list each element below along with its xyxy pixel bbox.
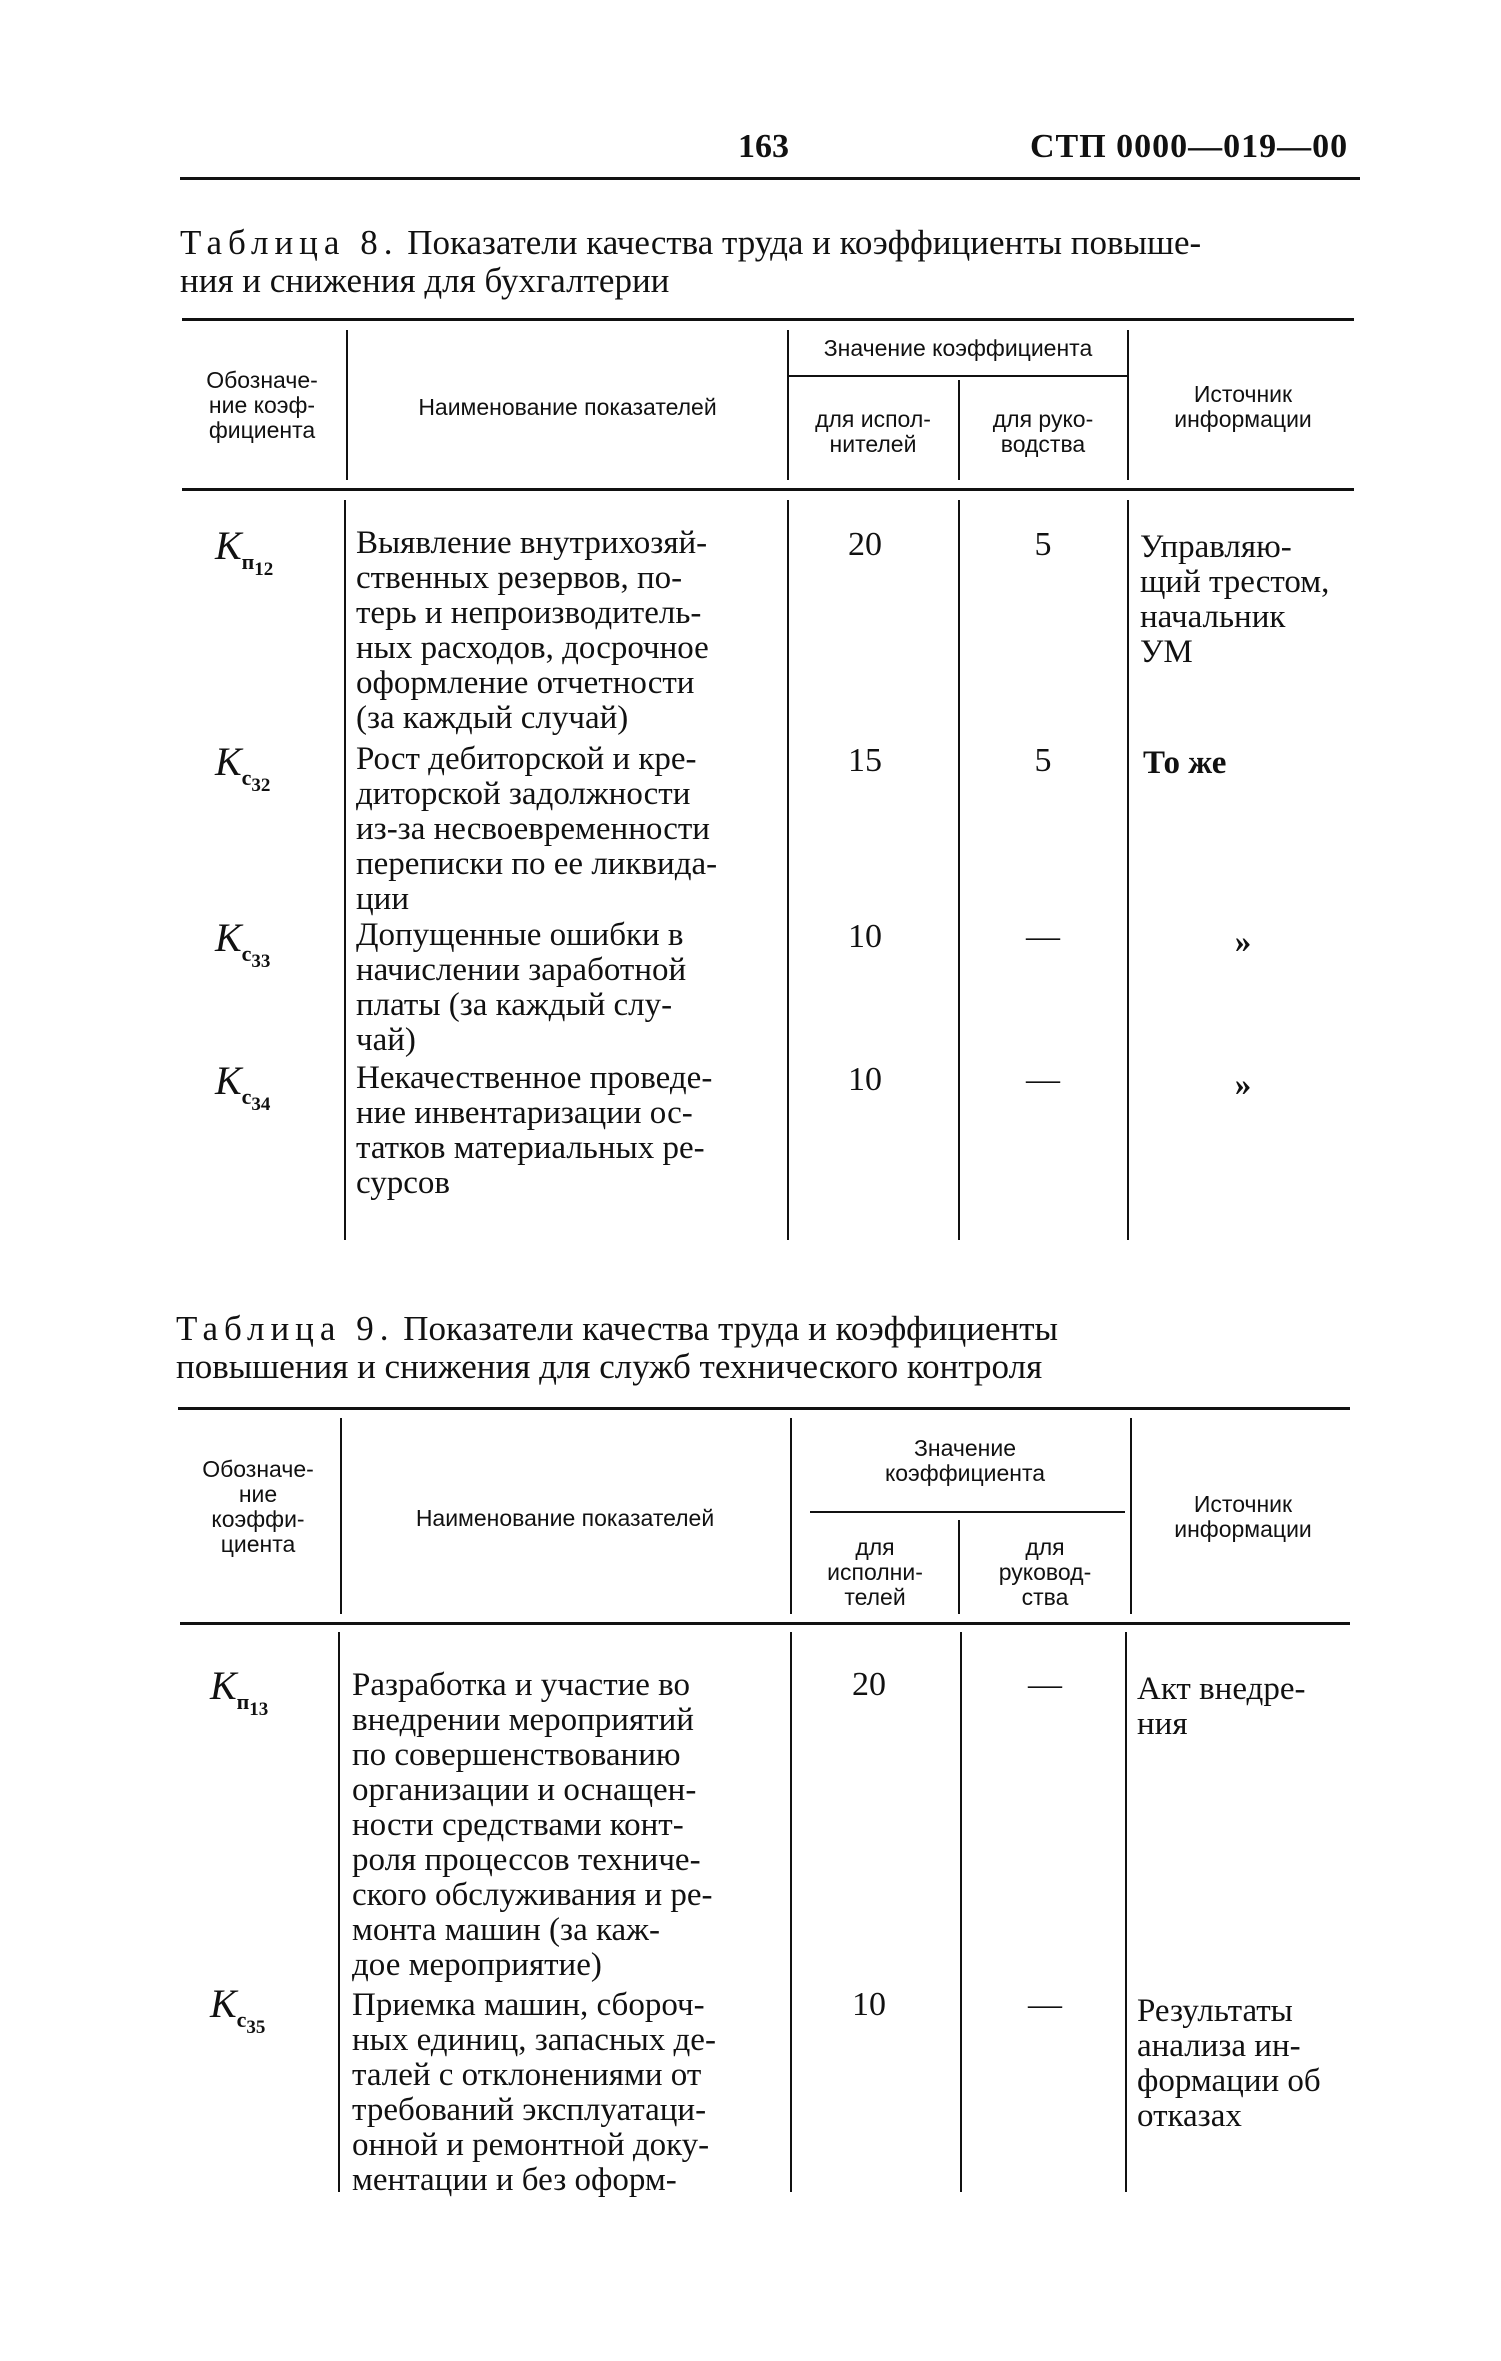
header-line: ние xyxy=(238,1481,278,1507)
desc-line: татков материальных ре- xyxy=(356,1130,705,1166)
table9-row2-description xyxy=(352,1988,784,2198)
table8-row4-description xyxy=(356,1061,784,1201)
table8-row4-code xyxy=(215,1057,270,1116)
code-subsub: 35 xyxy=(246,2017,266,2038)
header-line: информации xyxy=(1174,1516,1312,1542)
table8-row3-code xyxy=(215,914,270,973)
source-line: формации об xyxy=(1137,2063,1321,2099)
table9-row1-mgmt: — xyxy=(1028,1666,1062,1703)
table8-row4-source xyxy=(1130,1068,1356,1103)
desc-line: талей с отклонениями от xyxy=(352,2057,702,2093)
source-line: ния xyxy=(1137,1706,1188,1742)
table9-header-rule xyxy=(180,1622,1350,1625)
desc-line: дое мероприятие) xyxy=(352,1947,602,1983)
header-line: Источник xyxy=(1193,1491,1293,1517)
desc-line: ского обслуживания и ре- xyxy=(352,1877,713,1913)
table9-row2-exec: 10 xyxy=(852,1986,886,2023)
table8-divider xyxy=(344,500,346,1240)
code-subsub: 12 xyxy=(254,559,274,580)
source-line: щий трестом, xyxy=(1140,564,1330,600)
table8-row4-mgmt: — xyxy=(1026,1061,1060,1098)
table8-divider xyxy=(1127,330,1129,480)
page-number: 163 xyxy=(738,128,789,165)
header-line: телей xyxy=(844,1584,906,1610)
desc-line: Приемка машин, сбороч- xyxy=(352,1987,705,2023)
desc-line: организации и оснащен- xyxy=(352,1772,697,1808)
desc-line: терь и непроизводитель- xyxy=(356,595,702,631)
table9-caption-label: Таблица 9. xyxy=(176,1309,395,1348)
table9-divider xyxy=(790,1632,792,2192)
source-line: Результаты xyxy=(1137,1993,1293,2029)
header-line: ства xyxy=(1021,1584,1069,1610)
desc-line: переписки по ее ликвида- xyxy=(356,846,718,882)
source-line: » xyxy=(1234,1067,1252,1103)
table8-row3-description xyxy=(356,918,784,1058)
table8-divider xyxy=(1127,500,1129,1240)
table8-divider xyxy=(346,330,348,480)
table9-col-source xyxy=(1132,1492,1354,1542)
table9-divider xyxy=(340,1418,342,1614)
table9-col-value xyxy=(800,1436,1130,1486)
source-line: отказах xyxy=(1137,2098,1242,2134)
table9-row1-source xyxy=(1137,1672,1353,1742)
table9-row1-code xyxy=(210,1662,268,1721)
code-subsub: 32 xyxy=(251,775,271,796)
table9-divider xyxy=(958,1520,960,1614)
header-line: исполни- xyxy=(827,1559,923,1585)
code-letter: К xyxy=(210,1981,237,2026)
header-line: для испол- xyxy=(815,406,931,432)
table9-col-exec xyxy=(794,1535,956,1610)
table9-divider xyxy=(960,1632,962,2192)
table8-caption xyxy=(180,224,1360,300)
desc-line: Некачественное проведе- xyxy=(356,1060,713,1096)
table9-value-rule xyxy=(810,1511,1125,1513)
table8-row1-mgmt: 5 xyxy=(1034,526,1052,563)
code-letter: К xyxy=(215,1058,242,1103)
table9-caption xyxy=(176,1310,1356,1386)
table8-divider xyxy=(787,330,789,480)
desc-line: сурсов xyxy=(356,1165,450,1201)
table8-col-mgmt xyxy=(960,407,1126,457)
desc-line: ных расходов, досрочное xyxy=(356,630,709,666)
desc-line: ции xyxy=(356,881,409,917)
table9-col-name: Наименование показателей xyxy=(415,1505,715,1531)
table8-row4-exec: 10 xyxy=(848,1061,882,1098)
desc-line: по совершенствованию xyxy=(352,1737,681,1773)
header-rule xyxy=(180,177,1360,180)
table8-row2-exec: 15 xyxy=(848,742,882,779)
desc-line: начислении заработной xyxy=(356,952,687,988)
code-letter: К xyxy=(215,739,242,784)
header-line: руковод- xyxy=(998,1559,1092,1585)
table9-divider xyxy=(1125,1632,1127,2192)
table9-col-mgmt xyxy=(962,1535,1128,1610)
code-subsub: 34 xyxy=(251,1094,271,1115)
desc-line: Разработка и участие во xyxy=(352,1667,691,1703)
table8-row2-description xyxy=(356,742,784,917)
table8-top-rule xyxy=(182,318,1354,321)
header-line: коэффи- xyxy=(211,1506,305,1532)
header-line: коэффициента xyxy=(884,1460,1046,1486)
table8-row1-code xyxy=(215,522,273,581)
table8-row1-source xyxy=(1140,530,1355,670)
desc-line: оформление отчетности xyxy=(356,665,695,701)
code-letter: К xyxy=(210,1663,237,1708)
desc-line: чай) xyxy=(356,1022,416,1058)
source-line: УМ xyxy=(1140,634,1193,670)
code-sub: п xyxy=(241,549,255,574)
desc-line: Допущенные ошибки в xyxy=(356,917,684,953)
table8-row2-code xyxy=(215,738,270,797)
header-line: Обозначе- xyxy=(202,1456,314,1482)
header-line: для xyxy=(1025,1534,1065,1560)
table9-row2-code xyxy=(210,1980,265,2039)
source-line: Управляю- xyxy=(1140,529,1292,565)
header-line: для xyxy=(855,1534,895,1560)
header-line: фициента xyxy=(208,417,316,443)
table8-col-code xyxy=(182,368,342,443)
table8-row2-source xyxy=(1143,746,1353,781)
desc-line: диторской задолжности xyxy=(356,776,691,812)
desc-line: роля процессов техниче- xyxy=(352,1842,701,1878)
header-line: Обозначе- xyxy=(206,367,318,393)
table9-caption-text: Показатели качества труда и коэффициенты xyxy=(403,1309,1059,1348)
code-subsub: 33 xyxy=(251,951,271,972)
header-line: водства xyxy=(1000,431,1086,457)
table8-divider xyxy=(787,500,789,1240)
source-line: анализа ин- xyxy=(1137,2028,1301,2064)
table8-value-rule xyxy=(787,375,1127,377)
source-line: » xyxy=(1234,924,1252,960)
table8-row3-source xyxy=(1130,925,1356,960)
source-line: Акт внедре- xyxy=(1137,1671,1306,1707)
header-line: Значение xyxy=(914,1435,1016,1461)
table9-divider xyxy=(338,1632,340,2192)
code-sub: п xyxy=(236,1689,250,1714)
table9-col-code xyxy=(178,1457,338,1557)
table9-row1-exec: 20 xyxy=(852,1666,886,1703)
table8-divider xyxy=(958,500,960,1240)
header-line: циента xyxy=(220,1531,296,1557)
table8-col-name: Наименование показателей xyxy=(418,394,717,420)
desc-line: онной и ремонтной доку- xyxy=(352,2127,710,2163)
code-subsub: 13 xyxy=(249,1699,269,1720)
code-letter: К xyxy=(215,523,242,568)
header-line: Источник xyxy=(1193,381,1293,407)
table8-col-value: Значение коэффициента xyxy=(823,335,1093,361)
desc-line: ных единиц, запасных де- xyxy=(352,2022,716,2058)
desc-line: (за каждый случай) xyxy=(356,700,629,736)
desc-line: ственных резервов, по- xyxy=(356,560,683,596)
table8-caption-label: Таблица 8. xyxy=(180,223,399,262)
header-line: информации xyxy=(1174,406,1312,432)
source-line: начальник xyxy=(1140,599,1286,635)
document-code: СТП 0000—019—00 xyxy=(1030,128,1349,165)
desc-line: ние инвентаризации ос- xyxy=(356,1095,693,1131)
desc-line: требований эксплуатаци- xyxy=(352,2092,707,2128)
source-line: То же xyxy=(1143,745,1227,781)
desc-line: платы (за каждый слу- xyxy=(356,987,673,1023)
desc-line: Рост дебиторской и кре- xyxy=(356,741,697,777)
header-line: для руко- xyxy=(992,406,1094,432)
header-line: нителей xyxy=(829,431,917,457)
desc-line: из-за несвоевременности xyxy=(356,811,710,847)
table8-col-exec xyxy=(790,407,956,457)
table8-header-rule xyxy=(182,488,1354,491)
desc-line: ментации и без оформ- xyxy=(352,2162,677,2198)
table8-col-source xyxy=(1130,382,1356,432)
desc-line: Выявление внутрихозяй- xyxy=(356,525,708,561)
table8-caption-text: Показатели качества труда и коэффициенты повыше- xyxy=(407,223,1202,262)
code-sub: с xyxy=(236,2007,247,2032)
table8-row1-description xyxy=(356,526,784,736)
desc-line: ности средствами конт- xyxy=(352,1807,684,1843)
header-line: ние коэф- xyxy=(208,392,316,418)
table9-divider xyxy=(790,1418,792,1614)
table9-row2-source xyxy=(1137,1994,1353,2134)
code-letter: К xyxy=(215,915,242,960)
table8-caption-line2: ния и снижения для бухгалтерии xyxy=(180,261,670,300)
code-sub: с xyxy=(241,765,252,790)
table9-caption-line2: повышения и снижения для служб технического контроля xyxy=(176,1347,1043,1386)
desc-line: монта машин (за каж- xyxy=(352,1912,660,1948)
table9-row2-mgmt: — xyxy=(1028,1986,1062,2023)
desc-line: внедрении мероприятий xyxy=(352,1702,694,1738)
table9-row1-description xyxy=(352,1668,784,1983)
code-sub: с xyxy=(241,1084,252,1109)
table9-top-rule xyxy=(178,1407,1350,1410)
table8-row3-exec: 10 xyxy=(848,918,882,955)
code-sub: с xyxy=(241,941,252,966)
table8-row3-mgmt: — xyxy=(1026,918,1060,955)
table8-row2-mgmt: 5 xyxy=(1034,742,1052,779)
table8-row1-exec: 20 xyxy=(848,526,882,563)
